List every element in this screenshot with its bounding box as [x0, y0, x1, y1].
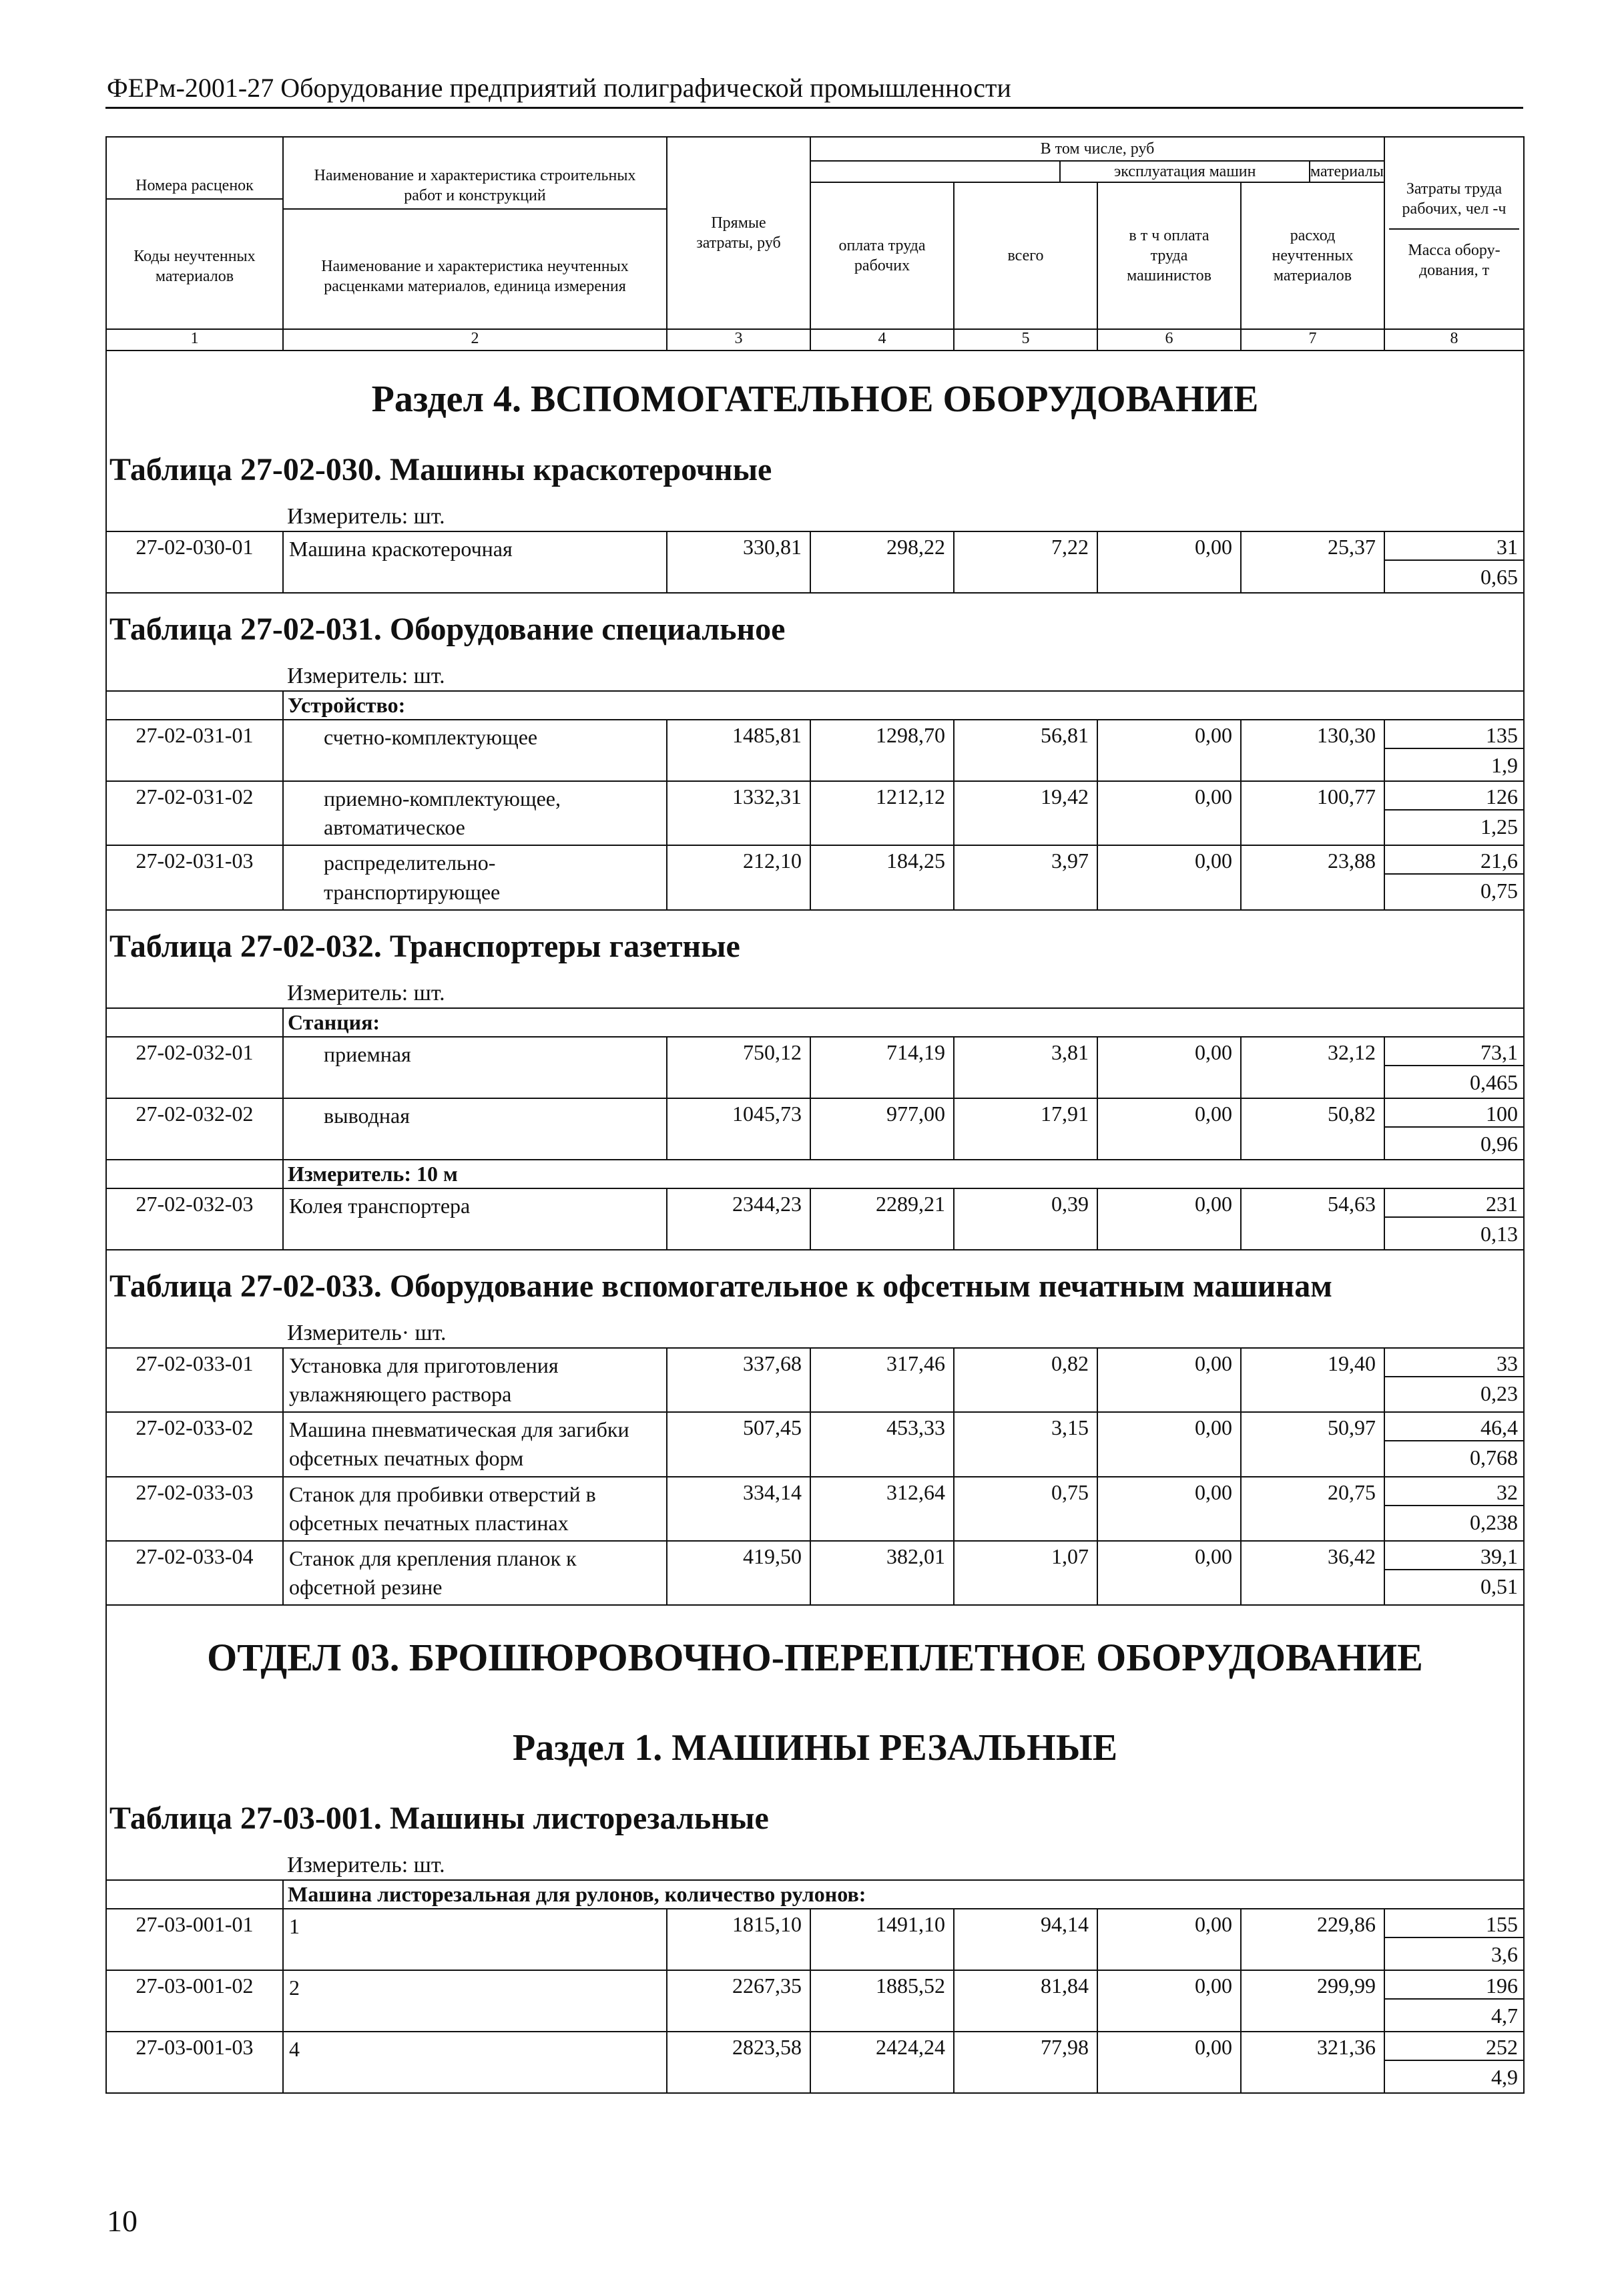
labor-mass-cell	[1384, 1188, 1524, 1250]
col-header-2	[283, 137, 667, 329]
table-row	[106, 2032, 1524, 2093]
machinist-cost: 0,00	[1097, 1970, 1241, 2032]
table-title-row	[106, 434, 1524, 500]
rate-code: 27-03-001-02	[106, 1970, 283, 2032]
work-name: 2	[283, 1970, 667, 2032]
work-name: 4	[283, 2032, 667, 2093]
labor-cost: 1298,70	[810, 720, 954, 781]
labor-hours: 135	[1385, 720, 1523, 749]
material-cost: 321,36	[1241, 2032, 1384, 2093]
rate-code: 27-02-032-02	[106, 1098, 283, 1160]
material-cost: 36,42	[1241, 1541, 1384, 1605]
machine-cost: 3,97	[954, 845, 1097, 909]
labor-hours: 73,1	[1385, 1038, 1523, 1066]
work-name: Установка для приготовления увлажняющего раствора	[283, 1348, 667, 1412]
table-row	[106, 781, 1524, 845]
equipment-mass: 4,9	[1491, 2065, 1519, 2090]
machinist-cost: 0,00	[1097, 1412, 1241, 1476]
machine-cost: 3,81	[954, 1037, 1097, 1098]
labor-mass-cell	[1384, 531, 1524, 593]
table-row	[106, 1909, 1524, 1970]
labor-hours: 126	[1385, 782, 1523, 811]
col-number: 8	[1384, 329, 1524, 351]
labor-mass-cell	[1384, 720, 1524, 781]
table-title-row	[106, 1250, 1524, 1317]
material-cost: 54,63	[1241, 1188, 1384, 1250]
table-row	[106, 1541, 1524, 1605]
labor-hours: 32	[1385, 1477, 1523, 1506]
table-row	[106, 1412, 1524, 1476]
equipment-mass: 3,6	[1491, 1942, 1519, 1967]
col-header-5: всего	[954, 182, 1097, 329]
table-title-row	[106, 910, 1524, 977]
machinist-cost: 0,00	[1097, 1037, 1241, 1098]
labor-mass-cell	[1384, 1348, 1524, 1412]
equipment-mass: 0,238	[1470, 1510, 1519, 1534]
work-name: приемно-комплектующее, автоматическое	[283, 781, 667, 845]
labor-cost: 2289,21	[810, 1188, 954, 1250]
labor-mass-cell	[1384, 845, 1524, 909]
col-header-8-bottom: Масса обору-дования, т	[1408, 242, 1501, 279]
machinist-cost: 0,00	[1097, 1541, 1241, 1605]
material-cost: 299,99	[1241, 1970, 1384, 2032]
table-row	[106, 1098, 1524, 1160]
measure-spacer	[106, 1317, 283, 1348]
table-row	[106, 1348, 1524, 1412]
rate-code: 27-02-033-04	[106, 1541, 283, 1605]
rate-code: 27-02-031-03	[106, 845, 283, 909]
rate-code: 27-02-033-01	[106, 1348, 283, 1412]
labor-mass-cell	[1384, 781, 1524, 845]
subhead-row	[106, 1008, 1524, 1037]
measure-spacer	[106, 500, 283, 531]
material-cost: 229,86	[1241, 1909, 1384, 1970]
work-name: Станок для пробивки отверстий в офсетных печатных пластинах	[283, 1477, 667, 1541]
machine-cost: 81,84	[954, 1970, 1097, 2032]
labor-cost: 977,00	[810, 1098, 954, 1160]
material-cost: 25,37	[1241, 531, 1384, 593]
machine-cost: 17,91	[954, 1098, 1097, 1160]
labor-mass-cell	[1384, 1970, 1524, 2032]
labor-hours: 33	[1385, 1349, 1523, 1377]
column-number-row	[106, 329, 1524, 351]
machine-cost: 3,15	[954, 1412, 1097, 1476]
equipment-mass: 1,25	[1480, 815, 1519, 839]
machine-cost: 56,81	[954, 720, 1097, 781]
machine-cost: 77,98	[954, 2032, 1097, 2093]
col-header-in-total	[810, 137, 1384, 182]
machinist-cost: 0,00	[1097, 845, 1241, 909]
labor-cost: 1212,12	[810, 781, 954, 845]
material-cost: 19,40	[1241, 1348, 1384, 1412]
machinist-cost: 0,00	[1097, 720, 1241, 781]
work-name: счетно-комплектующее	[283, 720, 667, 781]
table-row	[106, 845, 1524, 909]
direct-cost: 1332,31	[667, 781, 810, 845]
table-row	[106, 1037, 1524, 1098]
in-total-label: В том числе, руб	[811, 138, 1384, 162]
col-number: 6	[1097, 329, 1241, 351]
labor-hours: 100	[1385, 1099, 1523, 1128]
labor-cost: 382,01	[810, 1541, 954, 1605]
col-number: 7	[1241, 329, 1384, 351]
work-name: Машина краскотерочная	[283, 531, 667, 593]
labor-hours: 252	[1385, 2032, 1523, 2061]
direct-cost: 419,50	[667, 1541, 810, 1605]
col-number: 3	[667, 329, 810, 351]
measure-row	[106, 977, 1524, 1008]
subhead-spacer	[106, 691, 283, 720]
measure-label: Измеритель· шт.	[283, 1317, 1524, 1348]
otdel-03-title-row	[106, 1605, 1524, 1700]
price-table	[105, 136, 1525, 2094]
col-number: 2	[283, 329, 667, 351]
equipment-mass: 0,768	[1470, 1445, 1519, 1470]
machine-cost: 0,82	[954, 1348, 1097, 1412]
direct-cost: 750,12	[667, 1037, 810, 1098]
otdel-03-title: ОТДЕЛ 03. БРОШЮРОВОЧНО-ПЕРЕПЛЕТНОЕ ОБОРУДОВАНИЕ	[106, 1605, 1524, 1700]
machinist-cost: 0,00	[1097, 1348, 1241, 1412]
rate-code: 27-02-033-02	[106, 1412, 283, 1476]
work-name: приемная	[283, 1037, 667, 1098]
page-header-title: ФЕРм-2001-27 Оборудование предприятий полиграфической промышленности	[107, 73, 1011, 103]
section-1-title-row	[106, 1700, 1524, 1783]
rate-code: 27-02-032-03	[106, 1188, 283, 1250]
equipment-mass: 0,75	[1480, 879, 1519, 903]
direct-cost: 334,14	[667, 1477, 810, 1541]
rate-code: 27-02-032-01	[106, 1037, 283, 1098]
equipment-mass: 1,9	[1491, 753, 1519, 777]
rate-code: 27-02-033-03	[106, 1477, 283, 1541]
direct-cost: 330,81	[667, 531, 810, 593]
materials-label: материалы	[1310, 163, 1384, 180]
col-header-2-top: Наименование и характеристика строительных работ и конструкций	[284, 163, 666, 210]
direct-cost: 2344,23	[667, 1188, 810, 1250]
subhead-row	[106, 1880, 1524, 1909]
rate-code: 27-02-031-01	[106, 720, 283, 781]
material-cost: 130,30	[1241, 720, 1384, 781]
subhead-label: Устройство:	[283, 691, 1524, 720]
measure-label: Измеритель: шт.	[283, 500, 1524, 531]
machinist-cost: 0,00	[1097, 1909, 1241, 1970]
equipment-mass: 0,465	[1470, 1070, 1519, 1094]
direct-cost: 2267,35	[667, 1970, 810, 2032]
table-row	[106, 531, 1524, 593]
direct-cost: 507,45	[667, 1412, 810, 1476]
labor-cost: 1885,52	[810, 1970, 954, 2032]
labor-cost: 2424,24	[810, 2032, 954, 2093]
labor-mass-cell	[1384, 2032, 1524, 2093]
machines-label: эксплуатация машин	[1059, 162, 1309, 182]
machinist-cost: 0,00	[1097, 531, 1241, 593]
work-name: Колея транспортера	[283, 1188, 667, 1250]
table-title: Таблица 27-02-030. Машины краскотерочные	[106, 434, 1524, 500]
measure-row	[106, 1317, 1524, 1348]
measure-label: Измеритель: шт.	[283, 1849, 1524, 1880]
subhead-spacer	[106, 1160, 283, 1188]
page-number: 10	[107, 2204, 138, 2238]
equipment-mass: 0,13	[1480, 1221, 1519, 1246]
table-title: Таблица 27-03-001. Машины листорезальные	[106, 1783, 1524, 1849]
subhead-label: Машина листорезальная для рулонов, количество рулонов:	[283, 1880, 1524, 1909]
measure-row	[106, 1849, 1524, 1880]
labor-mass-cell	[1384, 1541, 1524, 1605]
section-1-title: Раздел 1. МАШИНЫ РЕЗАЛЬНЫЕ	[106, 1700, 1524, 1783]
labor-hours: 231	[1385, 1189, 1523, 1218]
direct-cost: 1485,81	[667, 720, 810, 781]
section-4-title: Раздел 4. ВСПОМОГАТЕЛЬНОЕ ОБОРУДОВАНИЕ	[106, 351, 1524, 434]
direct-cost: 2823,58	[667, 2032, 810, 2093]
machine-cost: 0,39	[954, 1188, 1097, 1250]
subhead-label: Измеритель: 10 м	[283, 1160, 1524, 1188]
table-title-row	[106, 1783, 1524, 1849]
col-header-6: в т ч оплата труда машинистов	[1097, 182, 1241, 329]
labor-cost: 453,33	[810, 1412, 954, 1476]
labor-cost: 1491,10	[810, 1909, 954, 1970]
table-row	[106, 1188, 1524, 1250]
labor-mass-cell	[1384, 1909, 1524, 1970]
subhead-spacer	[106, 1880, 283, 1909]
material-cost: 50,82	[1241, 1098, 1384, 1160]
labor-hours: 155	[1385, 1909, 1523, 1938]
labor-cost: 298,22	[810, 531, 954, 593]
machine-cost: 1,07	[954, 1541, 1097, 1605]
machinist-cost: 0,00	[1097, 781, 1241, 845]
labor-hours: 31	[1385, 532, 1523, 561]
col-header-8	[1384, 137, 1524, 329]
machine-cost: 0,75	[954, 1477, 1097, 1541]
material-cost: 23,88	[1241, 845, 1384, 909]
rate-code: 27-03-001-03	[106, 2032, 283, 2093]
subhead-spacer	[106, 1008, 283, 1037]
machine-cost: 94,14	[954, 1909, 1097, 1970]
measure-spacer	[106, 660, 283, 691]
table-row	[106, 720, 1524, 781]
rate-code: 27-02-030-01	[106, 531, 283, 593]
machinist-cost: 0,00	[1097, 1098, 1241, 1160]
measure-spacer	[106, 977, 283, 1008]
labor-cost: 317,46	[810, 1348, 954, 1412]
col-header-3: Прямые затраты, руб	[667, 137, 810, 329]
labor-hours: 39,1	[1385, 1542, 1523, 1570]
work-name: выводная	[283, 1098, 667, 1160]
machinist-cost: 0,00	[1097, 1188, 1241, 1250]
table-row	[106, 1970, 1524, 2032]
work-name: Машина пневматическая для загибки офсетных печатных форм	[283, 1412, 667, 1476]
direct-cost: 1815,10	[667, 1909, 810, 1970]
work-name: 1	[283, 1909, 667, 1970]
rate-code: 27-02-031-02	[106, 781, 283, 845]
rate-code: 27-03-001-01	[106, 1909, 283, 1970]
machine-cost: 19,42	[954, 781, 1097, 845]
table-row	[106, 1477, 1524, 1541]
col-number: 1	[106, 329, 283, 351]
col-header-7: расход неучтенных материалов	[1241, 182, 1384, 329]
labor-mass-cell	[1384, 1037, 1524, 1098]
equipment-mass: 0,51	[1480, 1574, 1519, 1598]
col-header-2-bottom: Наименование и характеристика неучтенных расценками материалов, единица измерения	[321, 258, 629, 295]
measure-label: Измеритель: шт.	[283, 660, 1524, 691]
machinist-cost: 0,00	[1097, 1477, 1241, 1541]
subhead-row	[106, 691, 1524, 720]
material-cost: 20,75	[1241, 1477, 1384, 1541]
col-header-8-top: Затраты труда рабочих, чел -ч	[1389, 175, 1519, 230]
equipment-mass: 0,96	[1480, 1131, 1519, 1156]
labor-mass-cell	[1384, 1098, 1524, 1160]
labor-hours: 196	[1385, 1971, 1523, 2000]
table-title-row	[106, 593, 1524, 660]
subhead-label: Станция:	[283, 1008, 1524, 1037]
equipment-mass: 0,65	[1480, 565, 1519, 589]
material-cost: 32,12	[1241, 1037, 1384, 1098]
col-header-1	[106, 137, 283, 329]
labor-hours: 21,6	[1385, 846, 1523, 875]
direct-cost: 1045,73	[667, 1098, 810, 1160]
table-title: Таблица 27-02-032. Транспортеры газетные	[106, 910, 1524, 977]
col-header-4: оплата труда рабочих	[810, 182, 954, 329]
machine-cost: 7,22	[954, 531, 1097, 593]
direct-cost: 337,68	[667, 1348, 810, 1412]
labor-cost: 714,19	[810, 1037, 954, 1098]
material-cost: 50,97	[1241, 1412, 1384, 1476]
labor-mass-cell	[1384, 1477, 1524, 1541]
col-number: 4	[810, 329, 954, 351]
measure-label: Измеритель: шт.	[283, 977, 1524, 1008]
labor-mass-cell	[1384, 1412, 1524, 1476]
direct-cost: 212,10	[667, 845, 810, 909]
header-rule	[105, 107, 1523, 109]
col-header-1-bottom: Коды неучтенных материалов	[133, 248, 256, 285]
equipment-mass: 4,7	[1491, 2004, 1519, 2028]
table-title: Таблица 27-02-033. Оборудование вспомогательное к офсетным печатным машинам	[106, 1250, 1524, 1317]
measure-row	[106, 500, 1524, 531]
equipment-mass: 0,23	[1480, 1381, 1519, 1405]
work-name: Станок для крепления планок к офсетной резине	[283, 1541, 667, 1605]
col-number: 5	[954, 329, 1097, 351]
machinist-cost: 0,00	[1097, 2032, 1241, 2093]
labor-cost: 312,64	[810, 1477, 954, 1541]
measure-row	[106, 660, 1524, 691]
subhead-row	[106, 1160, 1524, 1188]
measure-spacer	[106, 1849, 283, 1880]
labor-cost: 184,25	[810, 845, 954, 909]
work-name: распределительно-транспортирующее	[283, 845, 667, 909]
labor-hours: 46,4	[1385, 1413, 1523, 1441]
col-header-1-top: Номера расценок	[107, 173, 282, 200]
material-cost: 100,77	[1241, 781, 1384, 845]
table-title: Таблица 27-02-031. Оборудование специальное	[106, 593, 1524, 660]
